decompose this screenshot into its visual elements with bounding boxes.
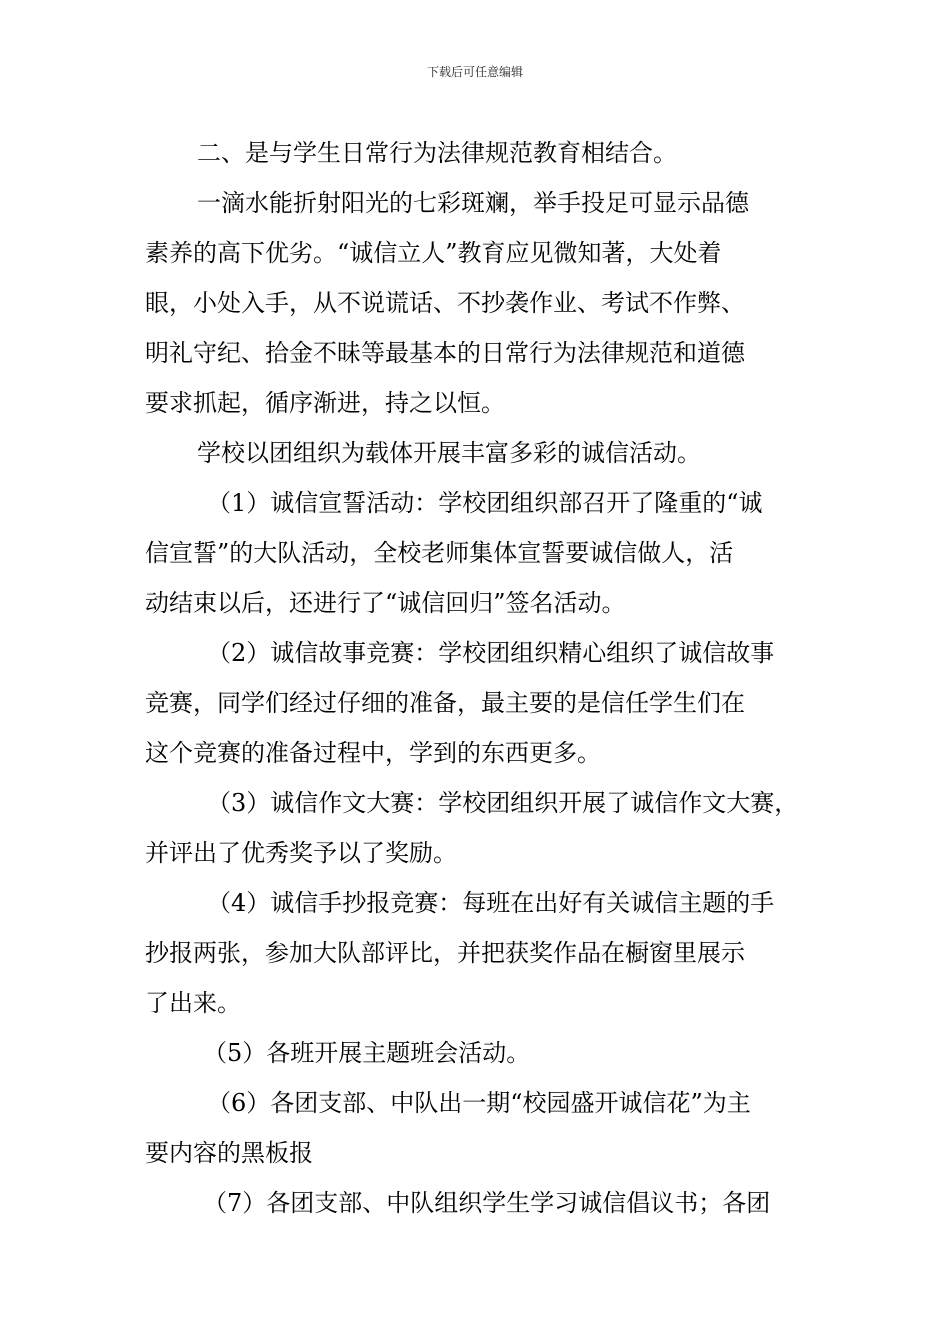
list-item-line: （3）诚信作文大赛：学校团组织开展了诚信作文大赛， [207, 789, 799, 817]
paragraph-line: 一滴水能折射阳光的七彩斑斓，举手投足可显示品德 [197, 189, 749, 217]
list-item-line: 了出来。 [145, 989, 241, 1017]
paragraph-line: 学校以团组织为载体开展丰富多彩的诚信活动。 [197, 439, 701, 467]
list-item-line: 信宣誓”的大队活动，全校老师集体宣誓要诚信做人，活 [145, 539, 734, 567]
list-item-line: （1）诚信宣誓活动：学校团组织部召开了隆重的“诚 [207, 489, 763, 517]
paragraph-line: 明礼守纪、拾金不昧等最基本的日常行为法律规范和道德 [145, 339, 745, 367]
list-item-line: 并评出了优秀奖予以了奖励。 [145, 839, 457, 867]
list-item-line: 动结束以后，还进行了“诚信回归”签名活动。 [145, 589, 626, 617]
paragraph-line: 素养的高下优劣。“诚信立人”教育应见微知著，大处着 [145, 239, 722, 267]
document-body [145, 128, 809, 1228]
paragraph-line: 要求抓起，循序渐进，持之以恒。 [145, 389, 505, 417]
list-item-line: （5）各班开展主题班会活动。 [203, 1039, 531, 1067]
list-item-line: 抄报两张，参加大队部评比，并把获奖作品在橱窗里展示 [145, 939, 745, 967]
list-item-line: （6）各团支部、中队出一期“校园盛开诚信花”为主 [207, 1089, 751, 1117]
list-item-line: 这个竞赛的准备过程中，学到的东西更多。 [145, 739, 601, 767]
page-header: 下载后可任意编辑 [426, 65, 523, 79]
paragraph-line: 眼，小处入手，从不说谎话、不抄袭作业、考试不作弊、 [145, 289, 745, 317]
list-item-line: 要内容的黑板报 [145, 1139, 313, 1167]
section-heading: 二、是与学生日常行为法律规范教育相结合。 [197, 139, 677, 167]
list-item-line: （7）各团支部、中队组织学生学习诚信倡议书；各团 [203, 1189, 771, 1217]
list-item-line: （2）诚信故事竞赛：学校团组织精心组织了诚信故事 [207, 639, 775, 667]
list-item-line: 竞赛，同学们经过仔细的准备，最主要的是信任学生们在 [145, 689, 745, 717]
list-item-line: （4）诚信手抄报竞赛：每班在出好有关诚信主题的手 [207, 889, 775, 917]
